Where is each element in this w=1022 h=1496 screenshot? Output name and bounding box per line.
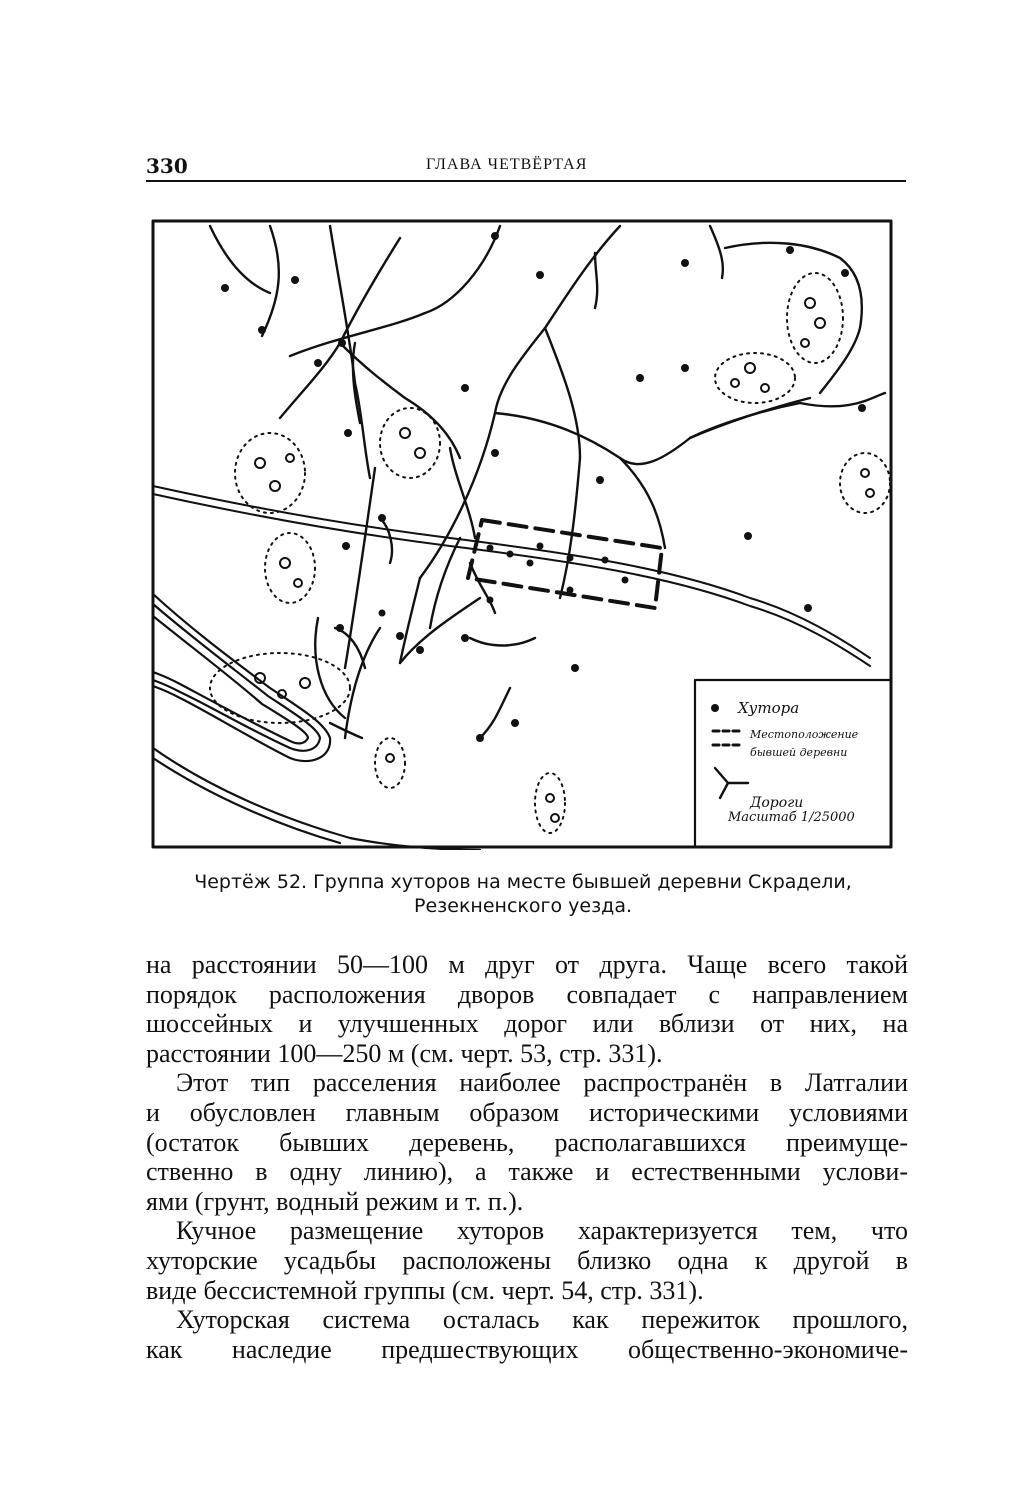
figure-caption	[150, 870, 896, 918]
legend-village-site-label-2: бывшей деревни	[750, 746, 848, 759]
highway	[153, 486, 870, 666]
legend-scale-label: Масштаб 1/25000	[728, 810, 855, 825]
village-map	[150, 218, 896, 850]
text-line: расстоянии 100—250 м (см. черт. 53, стр. 331).	[146, 1038, 663, 1068]
former-village-outline	[468, 520, 662, 608]
text-line: на расстоянии 50—100 м друг от друга. Чаще всего такой	[146, 950, 908, 979]
chapter-title: ГЛАВА ЧЕТВЁРТАЯ	[426, 156, 588, 173]
caption-line: Резекненского уезда.	[414, 895, 632, 917]
text-line: хуторские усадьбы расположены близко одна к другой в	[146, 1245, 908, 1275]
text-line: ственно в одну линию), а также и естественными услови-	[146, 1157, 908, 1187]
text-line: как наследие предшествующих общественно-экономиче-	[146, 1334, 908, 1364]
text-line: шоссейных и улучшенных дорог или вблизи от них, на	[146, 1009, 908, 1039]
page-number: 330	[146, 154, 188, 178]
header-rule	[146, 180, 906, 182]
text-line: виде бессистемной группы (см. черт. 54, стр. 331).	[146, 1275, 704, 1305]
legend-roads-label: Дороги	[750, 795, 804, 811]
text-line: порядок расположения дворов совпадает с направлением	[146, 979, 908, 1009]
text-line: Хуторская система осталась как пережиток прошлого,	[176, 1305, 908, 1335]
road-lines	[210, 226, 885, 738]
text-line: (остаток бывших деревень, располагавшихся преимуще-	[146, 1127, 908, 1157]
body-text	[146, 950, 908, 1364]
legend-symbols	[713, 731, 748, 798]
text-line: и обусловлен главным образом историческими условиями	[146, 1097, 908, 1127]
legend-farmsteads-label: Хутора	[738, 699, 800, 717]
text-line: Кучное размещение хуторов характеризуется тем, что	[176, 1216, 908, 1246]
legend-village-site-label: Местоположение	[750, 728, 859, 741]
caption-line: Чертёж 52. Группа хуторов на месте бывшей деревни Скрадели,	[194, 871, 852, 893]
text-line: ями (грунт, водный режим и т. п.).	[146, 1186, 524, 1216]
text-line: Этот тип расселения наиболее распространён в Латгалии	[176, 1068, 908, 1098]
